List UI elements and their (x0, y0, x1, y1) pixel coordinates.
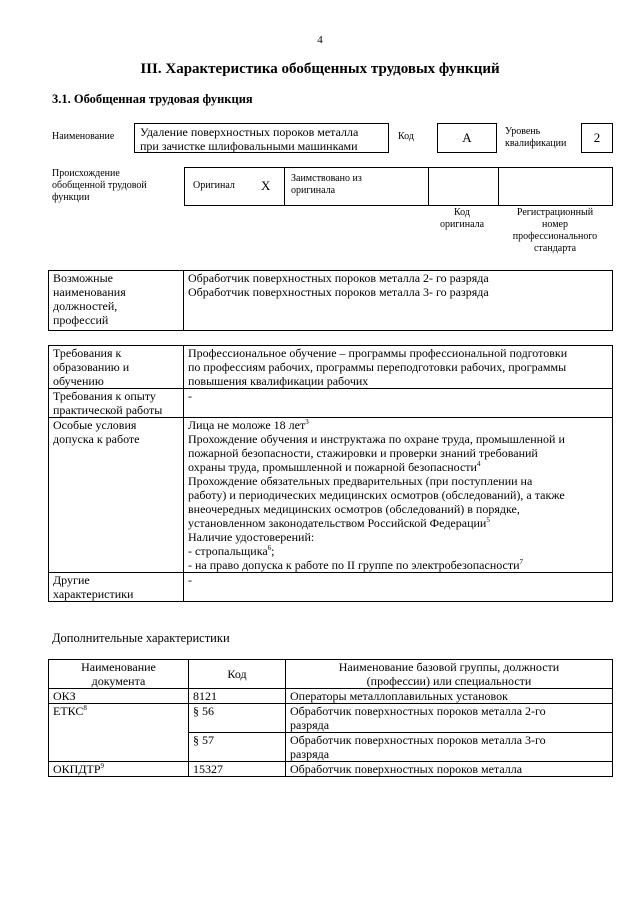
origin-table (184, 167, 613, 206)
borrowed-label: Заимствовано из оригинала (291, 173, 362, 196)
education-label: Требования к образованию и обучению (49, 346, 184, 389)
special-line: - стропальщика$^6$; (188, 544, 275, 558)
row-doc: ОКЗ (49, 689, 189, 704)
requirements-table (48, 345, 613, 602)
row-doc: ЕТКС$^8$ (49, 704, 189, 762)
row-name: Обработчик поверхностных пороков металла (286, 762, 613, 777)
special-row (49, 418, 613, 573)
original-mark: X (261, 178, 271, 193)
special-line: охраны труда, промышленной и пожарной безопасности$^4$ (188, 460, 481, 474)
name-label: Наименование (52, 131, 115, 142)
code-value: А (437, 123, 497, 153)
additional-title: Дополнительные характеристики (52, 631, 230, 645)
positions-table (48, 270, 613, 331)
section-title: III. Характеристика обобщенных трудовых функций (140, 61, 500, 77)
page-number: 4 (317, 34, 323, 46)
level-value: 2 (581, 123, 613, 153)
special-line: Прохождение обязательных предварительных (при поступлении на (188, 474, 533, 488)
header-name: Наименование базовой группы, должности (профессии) или специальности (286, 660, 613, 689)
row-code: 8121 (189, 689, 286, 704)
original-label: Оригинал (193, 180, 235, 191)
table-row (49, 704, 613, 733)
row-name: Обработчик поверхностных пороков металла 3-го разряда (286, 733, 613, 762)
reg-number-caption: Регистрационный номер профессионального стандарта (512, 207, 598, 254)
table-row (49, 689, 613, 704)
row-doc: ОКПДТР$^9$ (49, 762, 189, 777)
code-original-caption: Код оригинала (439, 207, 485, 230)
header-doc: Наименование документа (49, 660, 189, 689)
subsection-title: 3.1. Обобщенная трудовая функция (52, 92, 253, 106)
additional-table (48, 659, 613, 777)
special-line: пожарной безопасности, стажировки и проверки знаний требований (188, 446, 538, 460)
header-code: Код (189, 660, 286, 689)
other-label: Другие характеристики (49, 573, 184, 602)
row-code: 15327 (189, 762, 286, 777)
origin-label: Происхождение обобщенной трудовой функции (52, 168, 147, 203)
row-name: Обработчик поверхностных пороков металла 2-го разряда (286, 704, 613, 733)
row-name: Операторы металлоплавильных установок (286, 689, 613, 704)
special-value (184, 418, 613, 573)
function-name-line2: при зачистке шлифовальными машинками (140, 139, 358, 153)
special-line: Лица не моложе 18 лет$^3$ (188, 418, 309, 432)
additional-header (49, 660, 613, 689)
function-name-box (134, 123, 389, 153)
function-name-line1: Удаление поверхностных пороков металла (140, 125, 359, 139)
special-line: Наличие удостоверений: (188, 530, 315, 544)
other-row (49, 573, 613, 602)
table-row (49, 762, 613, 777)
special-line: Прохождение обучения и инструктажа по охране труда, промышленной и (188, 432, 565, 446)
special-line: установленном законодательством Российской Федерации$^5$ (188, 516, 490, 530)
education-row (49, 346, 613, 389)
level-label: Уровень квалификации (505, 126, 567, 149)
special-line: - на право допуска к работе по II группе по электробезопасности$^7$ (188, 558, 524, 572)
other-value: - (184, 573, 613, 602)
experience-label: Требования к опыту практической работы (49, 389, 184, 418)
row-code: § 56 (189, 704, 286, 733)
education-value: Профессиональное обучение – программы профессиональной подготовки по профессиям рабочих, программы переподготовки рабочих, программы повышения квалификации рабочих (184, 346, 613, 389)
row-code: § 57 (189, 733, 286, 762)
special-line: внеочередных медицинских осмотров (обследований) в порядке, (188, 502, 520, 516)
positions-values: Обработчик поверхностных пороков металла 2- го разряда Обработчик поверхностных пороков металла 3- го разряда (184, 271, 613, 331)
positions-label: Возможные наименования должностей, профессий (49, 271, 184, 331)
experience-value: - (184, 389, 613, 418)
special-label: Особые условия допуска к работе (49, 418, 184, 573)
experience-row (49, 389, 613, 418)
special-line: работу) и периодических медицинских осмотров (обследований), а также (188, 488, 565, 502)
code-label: Код (398, 131, 414, 142)
